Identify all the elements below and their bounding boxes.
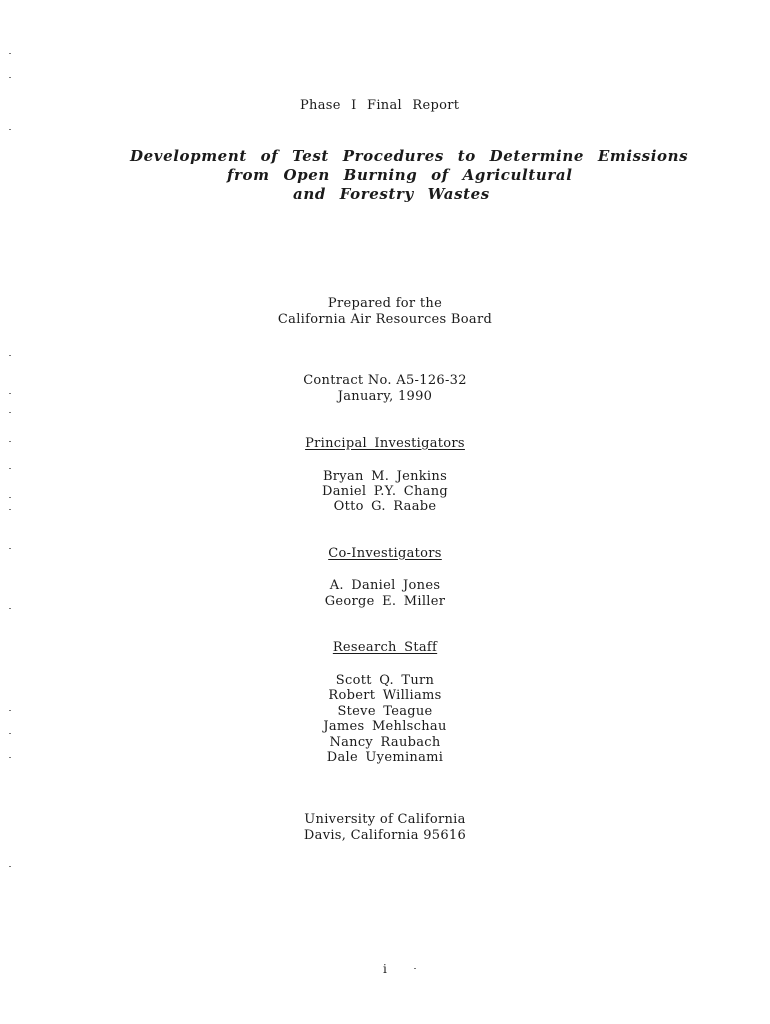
scan-speck: [9, 757, 11, 758]
staff-name: James Mehlschau: [323, 719, 447, 734]
scan-speck: [9, 468, 11, 469]
scan-speck: [9, 733, 11, 734]
principal-investigators-heading: Principal Investigators: [305, 436, 465, 451]
investigator-name: Daniel P.Y. Chang: [322, 484, 448, 499]
page-number: i: [383, 962, 387, 976]
scan-speck: [9, 548, 11, 549]
co-investigator-name: George E. Miller: [324, 594, 446, 609]
scan-speck: [9, 393, 11, 394]
staff-name: Robert Williams: [328, 688, 442, 703]
sponsor-name: California Air Resources Board: [277, 312, 493, 327]
report-label: Phase I Final Report: [300, 98, 460, 113]
co-investigators-heading: Co-Investigators: [328, 546, 442, 561]
scan-speck: [9, 129, 11, 130]
scan-speck: [9, 497, 11, 498]
co-investigator-name: A. Daniel Jones: [329, 578, 441, 593]
report-date: January, 1990: [337, 389, 433, 404]
investigator-name: Bryan M. Jenkins: [322, 469, 448, 484]
staff-name: Nancy Raubach: [329, 735, 441, 750]
institution-address: Davis, California 95616: [303, 828, 467, 843]
staff-name: Steve Teague: [337, 704, 433, 719]
staff-name: Scott Q. Turn: [335, 673, 435, 688]
scan-speck: [9, 77, 11, 78]
scan-speck: [9, 412, 11, 413]
research-staff-heading: Research Staff: [332, 640, 438, 655]
scan-speck: [9, 866, 11, 867]
scan-speck: [9, 710, 11, 711]
scan-speck: [414, 968, 416, 969]
title-line-2: from Open Burning of Agricultural: [227, 166, 573, 184]
title-line-1: Development of Test Procedures to Determine Emissions: [130, 147, 689, 165]
institution-name: University of California: [304, 812, 466, 827]
contract-number: Contract No. A5-126-32: [303, 373, 467, 388]
scan-speck: [9, 53, 11, 54]
staff-name: Dale Uyeminami: [326, 750, 444, 765]
scan-speck: [9, 608, 11, 609]
prepared-for: Prepared for the: [327, 296, 443, 311]
title-line-3: and Forestry Wastes: [293, 185, 490, 203]
investigator-name: Otto G. Raabe: [333, 499, 437, 514]
scan-speck: [9, 441, 11, 442]
scan-speck: [9, 509, 11, 510]
scan-speck: [9, 355, 11, 356]
